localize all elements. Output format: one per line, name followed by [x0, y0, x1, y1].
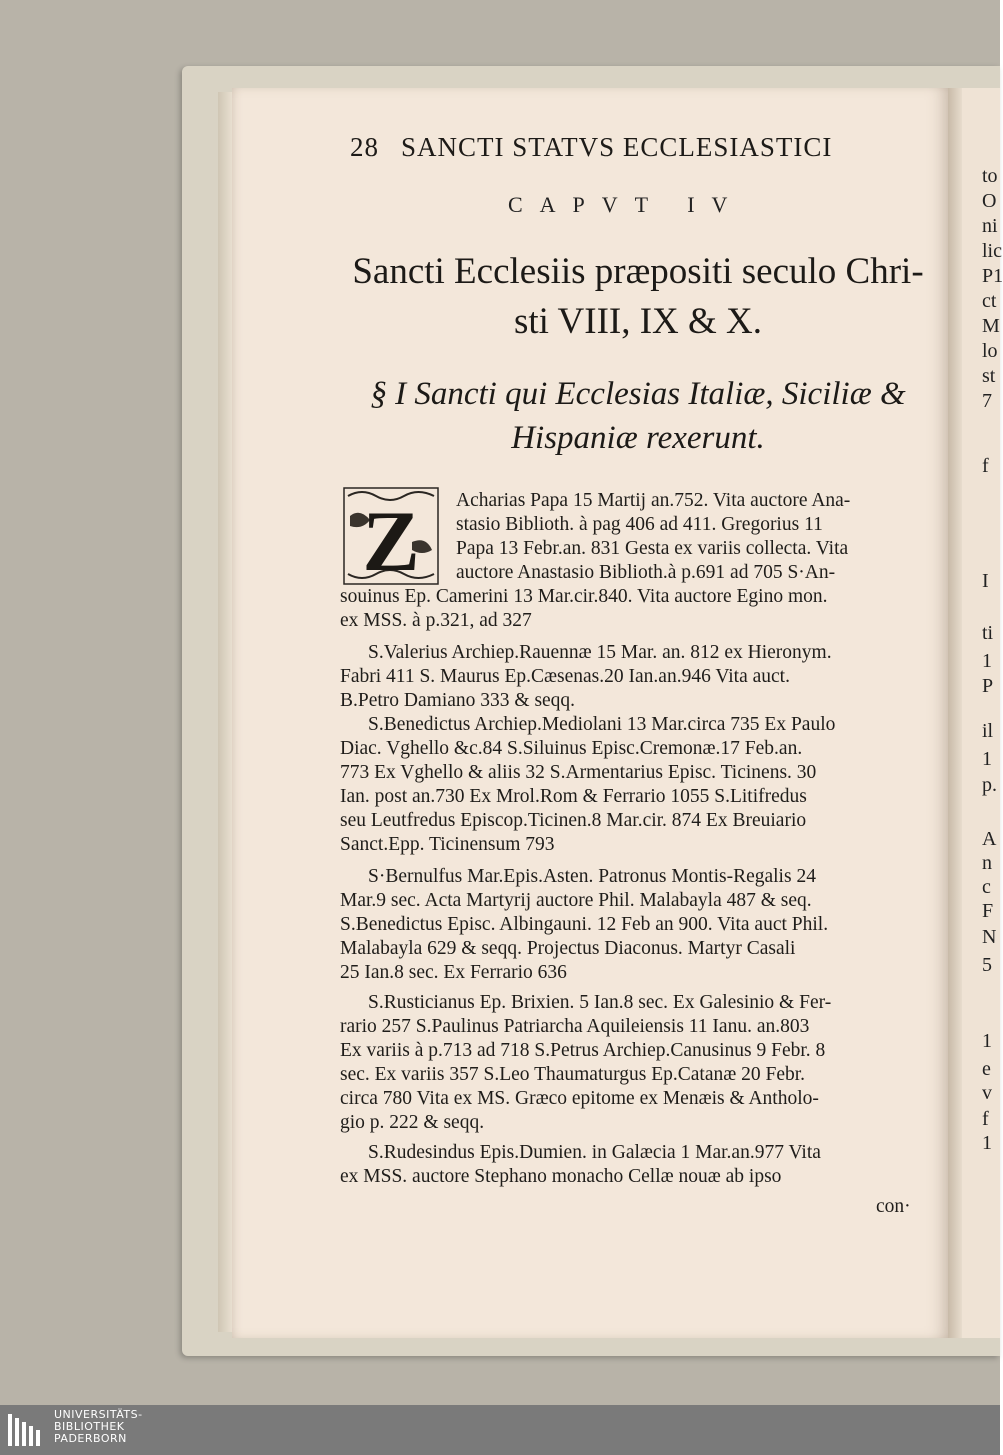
text-line: Mar.9 sec. Acta Martyrij auctore Phil. Malabayla 487 & seq. [340, 890, 812, 911]
text-line: B.Petro Damiano 333 & seqq. [340, 690, 576, 711]
library-logo-icon [6, 1412, 46, 1448]
right-page-fragment: v [982, 1082, 992, 1104]
right-page-fragment: 1 [982, 650, 992, 672]
library-name-line-2: BIBLIOTHEK [54, 1420, 125, 1433]
text-line: Fabri 411 S. Maurus Ep.Cæsenas.20 Ian.an.946 Vita auct. [340, 666, 790, 687]
text-line: auctore Anastasio Biblioth.à p.691 ad 705 S·An- [456, 562, 836, 583]
text-line: 773 Ex Vghello & aliis 32 S.Armentarius Episc. Ticinens. 30 [340, 762, 817, 783]
text-line: S.Benedictus Archiep.Mediolani 13 Mar.circa 735 Ex Paulo [368, 714, 836, 735]
right-page-fragment: p. [982, 774, 997, 796]
right-page-fragment: F [982, 900, 994, 922]
dropcap-letter: Z [362, 493, 420, 589]
text-line: con· [876, 1196, 911, 1217]
right-page-fragment: 5 [982, 954, 992, 976]
right-page-fragment: P1 [982, 265, 1003, 287]
right-page-fragment: 1 [982, 748, 992, 770]
right-page-fragment: M [982, 315, 1000, 337]
right-page-fragment: ct [982, 290, 997, 312]
library-footer [0, 1405, 1000, 1455]
right-page-fragment: N [982, 926, 997, 948]
right-page-fragment: 1 [982, 1132, 992, 1154]
section-heading-line-2: Hispaniæ rexerunt. [511, 420, 765, 456]
text-line: gio p. 222 & seqq. [340, 1112, 485, 1133]
library-name [54, 1409, 143, 1445]
text-line: ex MSS. à p.321, ad 327 [340, 610, 532, 631]
right-page-fragment: n [982, 852, 992, 874]
right-page-fragment: 1 [982, 1030, 992, 1052]
text-line: 25 Ian.8 sec. Ex Ferrario 636 [340, 962, 567, 983]
text-line: S.Benedictus Episc. Albingauni. 12 Feb an 900. Vita auct Phil. [340, 914, 829, 935]
right-page-fragment: il [982, 720, 994, 742]
text-line: sec. Ex variis 357 S.Leo Thaumaturgus Ep.Catanæ 20 Febr. [340, 1064, 806, 1085]
book-gutter [948, 88, 962, 1338]
text-line: Ex variis à p.713 ad 718 S.Petrus Archiep.Canusinus 9 Febr. 8 [340, 1040, 826, 1061]
text-line: S.Rudesindus Epis.Dumien. in Galæcia 1 Mar.an.977 Vita [368, 1142, 821, 1163]
library-name-line-1: UNIVERSITÄTS- [54, 1408, 143, 1421]
library-name-line-3: PADERBORN [54, 1432, 127, 1445]
text-line: Diac. Vghello &c.84 S.Siluinus Episc.Cremonæ.17 Feb.an. [340, 738, 803, 759]
text-line: S.Valerius Archiep.Rauennæ 15 Mar. an. 812 ex Hieronym. [368, 642, 832, 663]
text-line: rario 257 S.Paulinus Patriarcha Aquileiensis 11 Ianu. an.803 [340, 1016, 810, 1037]
text-line: stasio Biblioth. à pag 406 ad 411. Gregorius 11 [456, 514, 823, 535]
right-page-fragment: to [982, 165, 998, 187]
text-line: Malabayla 629 & seqq. Projectus Diaconus. Martyr Casali [340, 938, 796, 959]
ornamental-initial [342, 486, 440, 589]
right-page-fragment: P [982, 675, 994, 697]
right-page-fragment: lic [982, 240, 1002, 262]
text-line: ex MSS. auctore Stephano monacho Cellæ nouæ ab ipso [340, 1166, 782, 1187]
text-line: Ian. post an.730 Ex Mrol.Rom & Ferrario 1055 S.Litifredus [340, 786, 807, 807]
running-head [350, 132, 900, 163]
right-page-fragment: ni [982, 215, 998, 237]
section-heading-line-1: § I Sancti qui Ecclesias Italiæ, Siciliæ & [370, 376, 906, 412]
chapter-title-line-2: sti VIII, IX & X. [513, 301, 762, 342]
text-line: souinus Ep. Camerini 13 Mar.cir.840. Vita auctore Egino mon. [340, 586, 828, 607]
text-line: Papa 13 Febr.an. 831 Gesta ex variis collecta. Vita [456, 538, 849, 559]
chapter-title-line-1: Sancti Ecclesiis præpositi seculo Chri- [352, 251, 924, 292]
text-line: S.Rusticianus Ep. Brixien. 5 Ian.8 sec. Ex Galesinio & Fer- [368, 992, 832, 1013]
right-page-fragment: lo [982, 340, 998, 362]
right-page-fragment: A [982, 828, 997, 850]
right-page-fragment: ti [982, 622, 994, 644]
right-page-fragment: f [982, 455, 989, 477]
text-line: S·Bernulfus Mar.Epis.Asten. Patronus Montis-Regalis 24 [368, 866, 816, 887]
chapter-heading: CAPVT IV [508, 192, 745, 217]
text-line: seu Leutfredus Episcop.Ticinen.8 Mar.cir. 874 Ex Breuiario [340, 810, 807, 831]
right-page-fragment: 7 [982, 390, 992, 412]
page-edges [218, 92, 232, 1332]
right-page-fragment: I [982, 570, 989, 592]
right-page-fragment: c [982, 876, 991, 898]
running-title: SANCTI STATVS ECCLESIASTICI [401, 132, 833, 162]
right-page-fragment: st [982, 365, 996, 387]
page-number: 28 [350, 132, 379, 162]
text-line: circa 780 Vita ex MS. Græco epitome ex Menæis & Antholo- [340, 1088, 819, 1109]
text-line: Sanct.Epp. Ticinensum 793 [340, 834, 555, 855]
right-page-fragment: f [982, 1108, 989, 1130]
text-line: Acharias Papa 15 Martij an.752. Vita auctore Ana- [456, 490, 851, 511]
right-page-fragment: e [982, 1058, 991, 1080]
right-page-fragment: O [982, 190, 997, 212]
